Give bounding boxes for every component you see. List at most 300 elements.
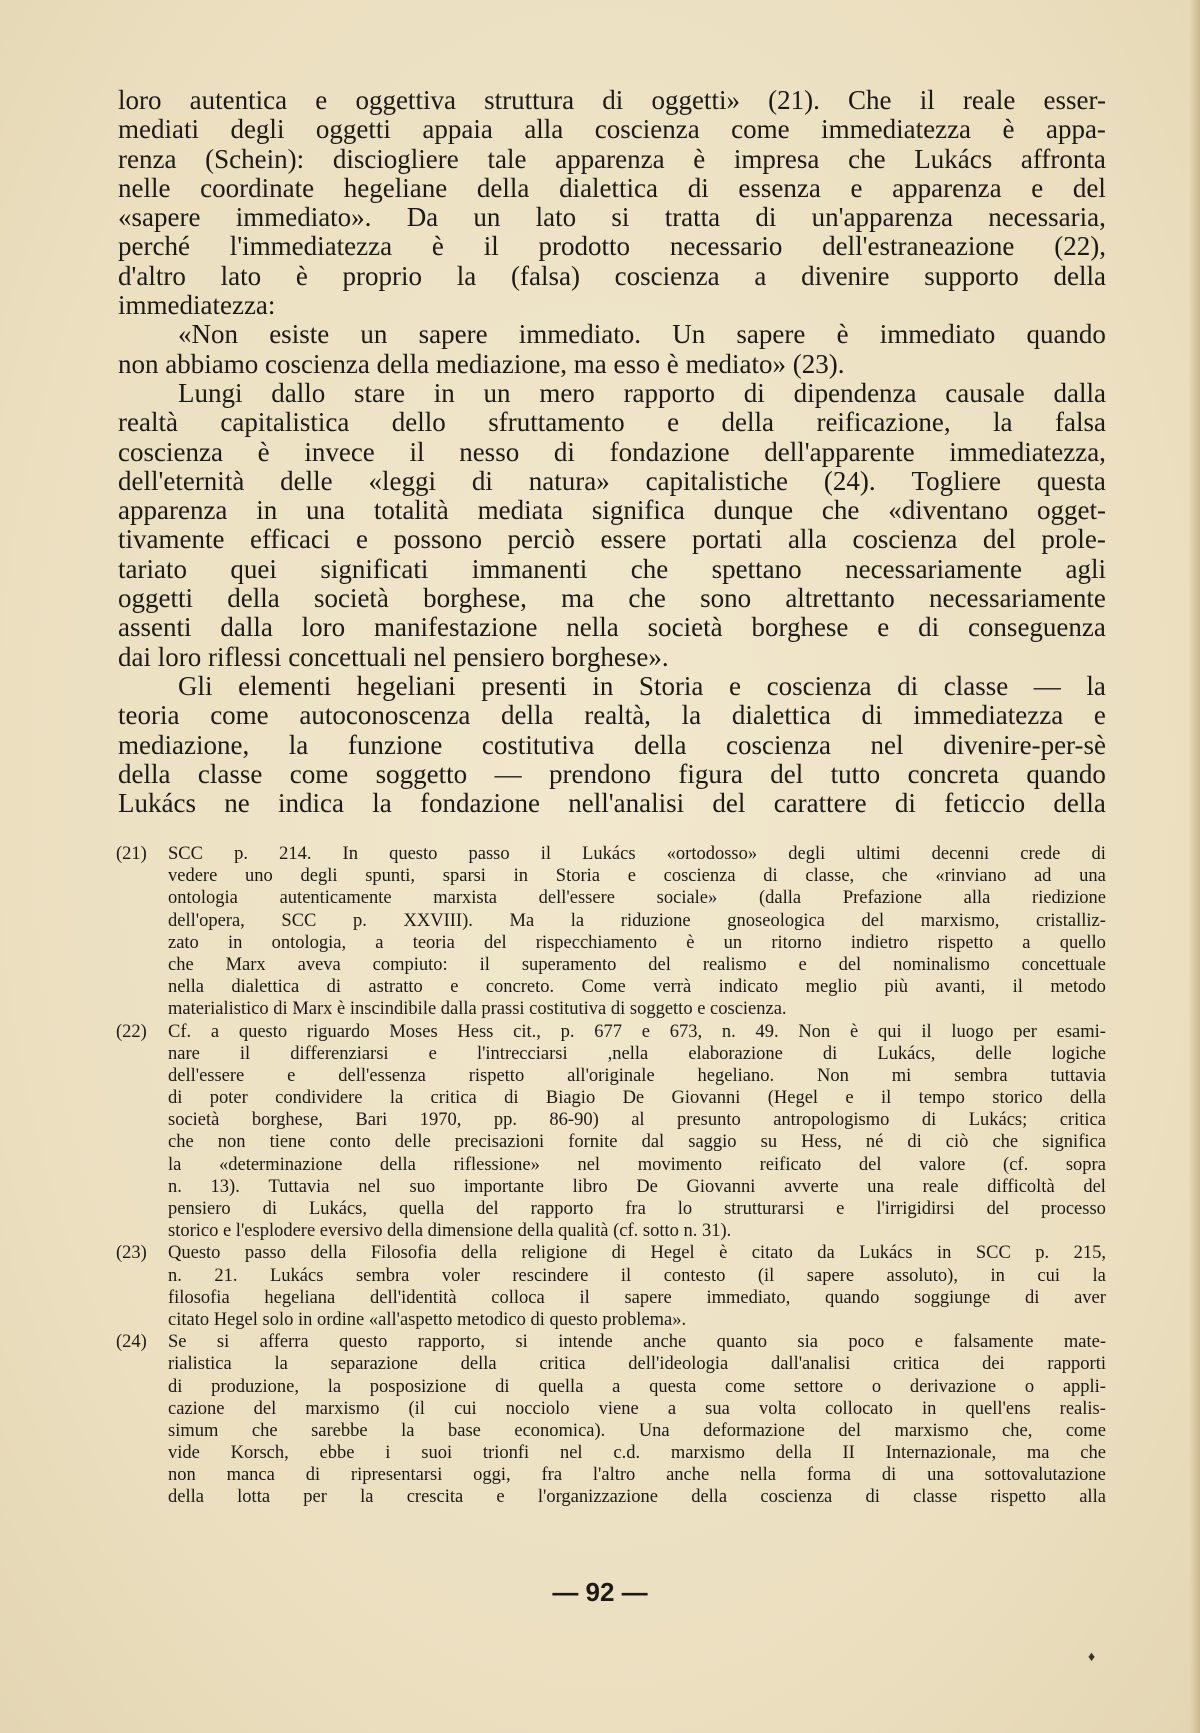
word: Come	[581, 977, 626, 998]
word: la	[327, 1376, 342, 1397]
footnote-line	[168, 954, 1106, 976]
word: un	[473, 202, 501, 233]
body-line	[118, 408, 1106, 437]
word: agli	[1065, 553, 1106, 584]
word: di	[918, 612, 940, 643]
word: falsamente	[953, 1332, 1034, 1353]
word: tratta	[664, 202, 721, 233]
word: questo	[238, 1021, 288, 1042]
word: e	[315, 85, 328, 115]
word: della	[379, 1154, 416, 1175]
word: è	[849, 1021, 859, 1042]
word: delle	[975, 1043, 1012, 1064]
word: nel	[870, 729, 904, 760]
body-line	[118, 467, 1106, 496]
footnote-line	[168, 1087, 1106, 1109]
word: oggetti	[315, 114, 391, 145]
word: trionfi	[482, 1443, 530, 1464]
word: e	[836, 1199, 845, 1219]
word: forma	[806, 1465, 852, 1486]
word: avanti,	[935, 977, 986, 998]
word: di	[611, 1243, 627, 1264]
word: dell'essere	[168, 1065, 245, 1086]
word: del	[861, 910, 885, 931]
word: il	[919, 85, 935, 115]
word: derivazione	[909, 1376, 997, 1397]
word: la	[993, 407, 1013, 438]
word: base	[447, 1420, 481, 1441]
word: d'altro	[118, 260, 186, 291]
word: di	[168, 1376, 183, 1397]
footnote-line	[168, 1109, 1106, 1131]
word: marxismo	[305, 1398, 380, 1419]
word: reale	[922, 1176, 959, 1197]
word: (cf.	[1003, 1154, 1029, 1175]
word: di	[921, 1110, 937, 1131]
word: mero	[539, 377, 595, 408]
word: n.	[721, 1021, 736, 1042]
word: storico	[992, 1088, 1043, 1109]
word: settore	[793, 1376, 844, 1397]
word: SCC	[975, 1243, 1011, 1264]
word: la	[1086, 670, 1106, 701]
word: del	[1072, 172, 1106, 203]
word: indietro	[850, 932, 909, 953]
word: rispetto	[937, 932, 994, 953]
word: renza	[118, 143, 177, 174]
word: la	[274, 1354, 288, 1375]
body-line	[118, 496, 1106, 525]
word: (Schein):	[205, 143, 305, 174]
word: riedizione	[1032, 888, 1106, 909]
word: antropologismo	[773, 1110, 890, 1131]
word: efficaci	[249, 524, 331, 555]
word: In	[342, 844, 358, 864]
body-line	[118, 86, 1106, 115]
word: afferra	[259, 1332, 309, 1353]
word: dell'essenza	[338, 1065, 426, 1086]
word: di	[763, 866, 778, 887]
word: «rinviano	[935, 866, 1007, 887]
word: di	[897, 670, 919, 701]
footnote-line	[168, 1287, 1106, 1309]
body-line-text: dai loro riflessi concettuali nel pensiero borghese».	[118, 641, 669, 672]
word: degli	[230, 114, 285, 145]
word: degli	[788, 844, 826, 864]
word: il	[479, 954, 490, 975]
word: o	[1024, 1376, 1035, 1397]
word: —	[1033, 670, 1061, 701]
word: Giovanni	[686, 1176, 756, 1197]
word: e	[450, 977, 459, 998]
footnote-line	[168, 1154, 1106, 1176]
word: un	[483, 377, 511, 408]
footnote-line	[168, 1309, 1106, 1331]
footnote-line	[168, 976, 1106, 998]
word: «sapere	[118, 202, 201, 233]
word: sapere	[736, 319, 806, 350]
word: Hess	[457, 1021, 494, 1042]
word: fondazione	[420, 788, 541, 819]
word: intende	[558, 1332, 613, 1353]
word: rapporto	[623, 377, 716, 408]
word: manifestazione	[374, 612, 538, 643]
footnote-body	[168, 843, 1106, 1021]
word: (falsa)	[510, 260, 580, 291]
word: sarebbe	[311, 1420, 368, 1441]
body-line	[118, 438, 1106, 467]
word: Cf.	[168, 1021, 192, 1042]
word: dell'opera,	[168, 910, 245, 931]
word: proprio	[342, 260, 423, 291]
word: conto	[329, 1132, 371, 1153]
word: luogo	[951, 1021, 994, 1042]
word: e	[355, 524, 368, 555]
word: apparenza	[555, 143, 665, 174]
word: dialettica	[231, 977, 300, 998]
word: Lukács,	[877, 1043, 936, 1064]
word: il	[409, 436, 425, 467]
word: la	[372, 788, 392, 819]
word: è	[1002, 114, 1015, 145]
word: di	[1024, 1287, 1040, 1308]
word: del	[770, 758, 804, 789]
word: dal	[641, 1132, 665, 1153]
word: tale	[487, 143, 527, 174]
word: reificato	[759, 1154, 822, 1175]
word: a	[667, 1398, 677, 1419]
word: della	[1053, 260, 1106, 291]
word: separazione	[330, 1354, 418, 1375]
word: questa	[1036, 465, 1106, 496]
word: la	[401, 1420, 415, 1441]
word: come	[210, 700, 269, 731]
word: affronta	[1020, 143, 1106, 174]
body-line	[118, 115, 1106, 144]
word: prendono	[548, 758, 651, 789]
word: dipendenza	[793, 377, 917, 408]
word: verrà	[653, 977, 692, 998]
word: rapporto,	[417, 1332, 486, 1353]
footnote-line	[168, 910, 1106, 932]
body-line	[118, 174, 1106, 203]
word: coordinate	[200, 172, 315, 203]
word: ontologia	[168, 888, 238, 909]
word: fondazione	[609, 436, 730, 467]
word: assoluto),	[886, 1265, 958, 1286]
word: all'originale	[567, 1065, 655, 1086]
word: per	[1013, 1021, 1037, 1042]
word: feticcio	[944, 788, 1026, 819]
body-line	[118, 262, 1106, 291]
word: l'irrigidirsi	[876, 1199, 955, 1219]
word: della	[633, 729, 687, 760]
main-text	[118, 86, 1106, 818]
word: prodotto	[538, 231, 631, 262]
word: «diventano	[888, 495, 1009, 526]
word: astratto	[368, 977, 423, 998]
footnote-line	[168, 1176, 1106, 1198]
word: essenza	[738, 172, 821, 203]
word: autenticamente	[279, 888, 392, 909]
word: significati	[320, 553, 429, 584]
word: necessariamente	[929, 583, 1106, 614]
word: anche	[643, 1332, 687, 1353]
word: differenziarsi	[290, 1043, 389, 1064]
word: esser-	[1043, 85, 1106, 115]
word: cui	[1037, 1265, 1060, 1286]
word: p.	[560, 1021, 575, 1042]
word: cazione	[168, 1398, 225, 1419]
word: che	[168, 1132, 194, 1153]
word: di	[894, 788, 916, 819]
word: in	[256, 495, 278, 526]
word: per	[303, 1487, 327, 1508]
word: come	[725, 1376, 766, 1397]
word: Lukács	[118, 788, 196, 819]
word: l'altro	[592, 1465, 636, 1486]
word: quella	[538, 1376, 584, 1397]
word: una	[306, 495, 346, 526]
word: impresa	[733, 143, 820, 174]
word: (24).	[823, 465, 876, 496]
word: nominalismo	[893, 954, 990, 975]
word: dallo	[271, 377, 326, 408]
word: tiene	[269, 1132, 306, 1153]
word: della	[476, 172, 530, 203]
word: perciò	[507, 524, 575, 555]
stray-mark: ♦	[1088, 1650, 1096, 1665]
word: l'intrecciarsi	[476, 1043, 568, 1064]
word: quei	[230, 553, 277, 584]
footnote-line	[168, 932, 1106, 954]
word: di	[881, 1465, 897, 1486]
word: nesso	[459, 436, 520, 467]
word: dello	[391, 407, 446, 438]
word: ciò	[945, 1132, 969, 1153]
word: sia	[797, 1332, 818, 1353]
footnote-line	[168, 1242, 1106, 1264]
word: 13).	[210, 1176, 240, 1197]
word: che	[628, 583, 666, 614]
word: che	[630, 553, 669, 584]
word: del	[858, 1154, 882, 1175]
word: carattere	[773, 788, 867, 819]
word: ma	[1026, 1443, 1050, 1464]
word: Hegel	[650, 1243, 695, 1264]
word: divenire	[801, 260, 890, 291]
word: nella	[740, 1465, 777, 1486]
word: oggetti»	[651, 85, 740, 115]
word: società	[313, 583, 389, 614]
word: (il	[757, 1265, 775, 1286]
body-line	[118, 643, 1106, 672]
footnote-line	[168, 887, 1106, 909]
word: n.	[168, 1265, 182, 1286]
word: teoria	[412, 932, 455, 953]
word: ,nella	[607, 1043, 649, 1064]
word: in	[592, 670, 614, 701]
word: libro	[572, 1176, 608, 1197]
word: mate-	[1063, 1332, 1106, 1353]
footnote	[116, 843, 1106, 1021]
word: nel	[559, 1443, 583, 1464]
word: che	[1080, 1443, 1106, 1464]
word: alla	[787, 524, 827, 555]
word: classe	[197, 758, 263, 789]
word: appli-	[1062, 1376, 1106, 1397]
body-line	[118, 672, 1106, 701]
word: dell'ideologia	[628, 1354, 729, 1375]
word: immediato.	[518, 319, 641, 350]
footnote-line	[168, 1198, 1106, 1220]
word: Prefazione	[842, 888, 922, 909]
word: dell'apparente	[764, 436, 915, 467]
footnote-number: (22)	[116, 1021, 147, 1042]
word: Gli	[178, 670, 213, 701]
word: del	[838, 1420, 861, 1441]
word: rescindere	[512, 1265, 589, 1286]
word: Togliere	[911, 465, 1002, 496]
word: simum	[168, 1420, 219, 1441]
word: rialistica	[168, 1354, 232, 1375]
word: sono	[700, 583, 752, 614]
word: marxismo,	[920, 910, 1000, 931]
word: immediato,	[706, 1287, 791, 1308]
footnote	[116, 1021, 1106, 1243]
word: nel	[358, 1176, 381, 1197]
word: dall'analisi	[770, 1354, 851, 1375]
word: di	[553, 436, 575, 467]
word: quella	[398, 1199, 445, 1219]
word: che	[848, 143, 886, 174]
word: citato	[751, 1243, 793, 1264]
word: lato	[535, 202, 577, 233]
word: significa	[1042, 1132, 1106, 1153]
word: immediatezza	[821, 114, 972, 145]
word: 21.	[214, 1265, 238, 1286]
word: come	[289, 758, 349, 789]
word: l'immediatezza	[229, 231, 393, 262]
word: 86-90)	[549, 1110, 599, 1131]
word: portati	[691, 524, 763, 555]
body-line	[118, 291, 1106, 320]
word: critica	[430, 1088, 477, 1109]
word: dalla	[220, 612, 273, 643]
word: Hess,	[801, 1132, 842, 1153]
word: e	[877, 612, 890, 643]
word: riduzione	[620, 910, 691, 931]
word: rapporto	[530, 1199, 594, 1219]
word: XXVIII).	[403, 910, 473, 931]
word: saggio	[688, 1132, 737, 1153]
word: immediato».	[235, 202, 372, 233]
word: e	[914, 1332, 923, 1353]
word: p.	[353, 910, 367, 931]
word: p.	[234, 844, 248, 864]
word: immanenti	[471, 553, 588, 584]
word: del	[982, 524, 1016, 555]
word: è	[686, 932, 695, 953]
word: dell'identità	[370, 1287, 457, 1308]
word: spettano	[711, 553, 802, 584]
word: metodo	[1050, 977, 1106, 998]
word: ad	[1033, 866, 1052, 887]
word: sapere	[806, 1265, 855, 1286]
word: della	[501, 700, 554, 731]
word: teoria	[118, 700, 180, 731]
word: collocato	[825, 1398, 893, 1419]
word: (dalla	[758, 888, 802, 909]
word: di	[743, 377, 765, 408]
word: la	[389, 1088, 404, 1109]
word: sottovalutazione	[984, 1465, 1106, 1486]
word: 215,	[1073, 1243, 1106, 1264]
word: di	[1091, 844, 1106, 864]
word: non	[217, 1132, 246, 1153]
word: suo	[409, 1176, 436, 1197]
word: SCC	[168, 844, 203, 864]
word: (22),	[1054, 231, 1106, 262]
word: tivamente	[118, 524, 225, 555]
word: la	[570, 910, 585, 931]
word: che,	[1002, 1420, 1033, 1441]
word: delle	[394, 1132, 431, 1153]
word: passo	[468, 844, 510, 864]
word: totalità	[373, 495, 449, 526]
footnote-line	[168, 1442, 1106, 1464]
word: di	[305, 1465, 321, 1486]
word: ritorno	[771, 932, 822, 953]
word: conseguenza	[967, 612, 1106, 643]
word: ultimi	[856, 844, 901, 864]
word: Storia	[638, 670, 704, 701]
body-line	[118, 555, 1106, 584]
word: invece	[304, 436, 375, 467]
word: «ortodosso»	[666, 844, 758, 864]
word: alla	[524, 114, 564, 145]
word: marxista	[433, 888, 497, 909]
word: De	[622, 1088, 645, 1109]
word: sapere	[624, 1287, 672, 1308]
footnote-line	[168, 1398, 1106, 1420]
body-line-text: non abbiamo coscienza della mediazione, ma esso è mediato» (23).	[118, 348, 845, 379]
word: dialettica	[731, 700, 831, 731]
word: crescita	[406, 1487, 464, 1508]
word: capitalistiche	[645, 465, 789, 496]
word: che	[168, 954, 194, 975]
page-number: — 92 —	[552, 1577, 648, 1607]
word: indica	[278, 788, 344, 819]
word: soggetto	[375, 758, 468, 789]
word: un'apparenza	[811, 202, 953, 233]
word: quell'ens	[965, 1398, 1031, 1419]
word: della	[461, 1243, 497, 1264]
word: poco	[848, 1332, 885, 1353]
word: realismo	[702, 954, 767, 975]
word: al	[631, 1110, 645, 1131]
word: valore	[919, 1154, 966, 1175]
word: nare	[168, 1043, 200, 1064]
word: di	[907, 1132, 922, 1153]
word: realtà,	[584, 700, 651, 731]
word: in	[990, 1265, 1005, 1286]
word: viene	[598, 1398, 639, 1419]
word: e	[667, 407, 680, 438]
word: questa	[649, 1376, 697, 1397]
word: nella	[566, 612, 619, 643]
word: alla	[963, 888, 991, 909]
